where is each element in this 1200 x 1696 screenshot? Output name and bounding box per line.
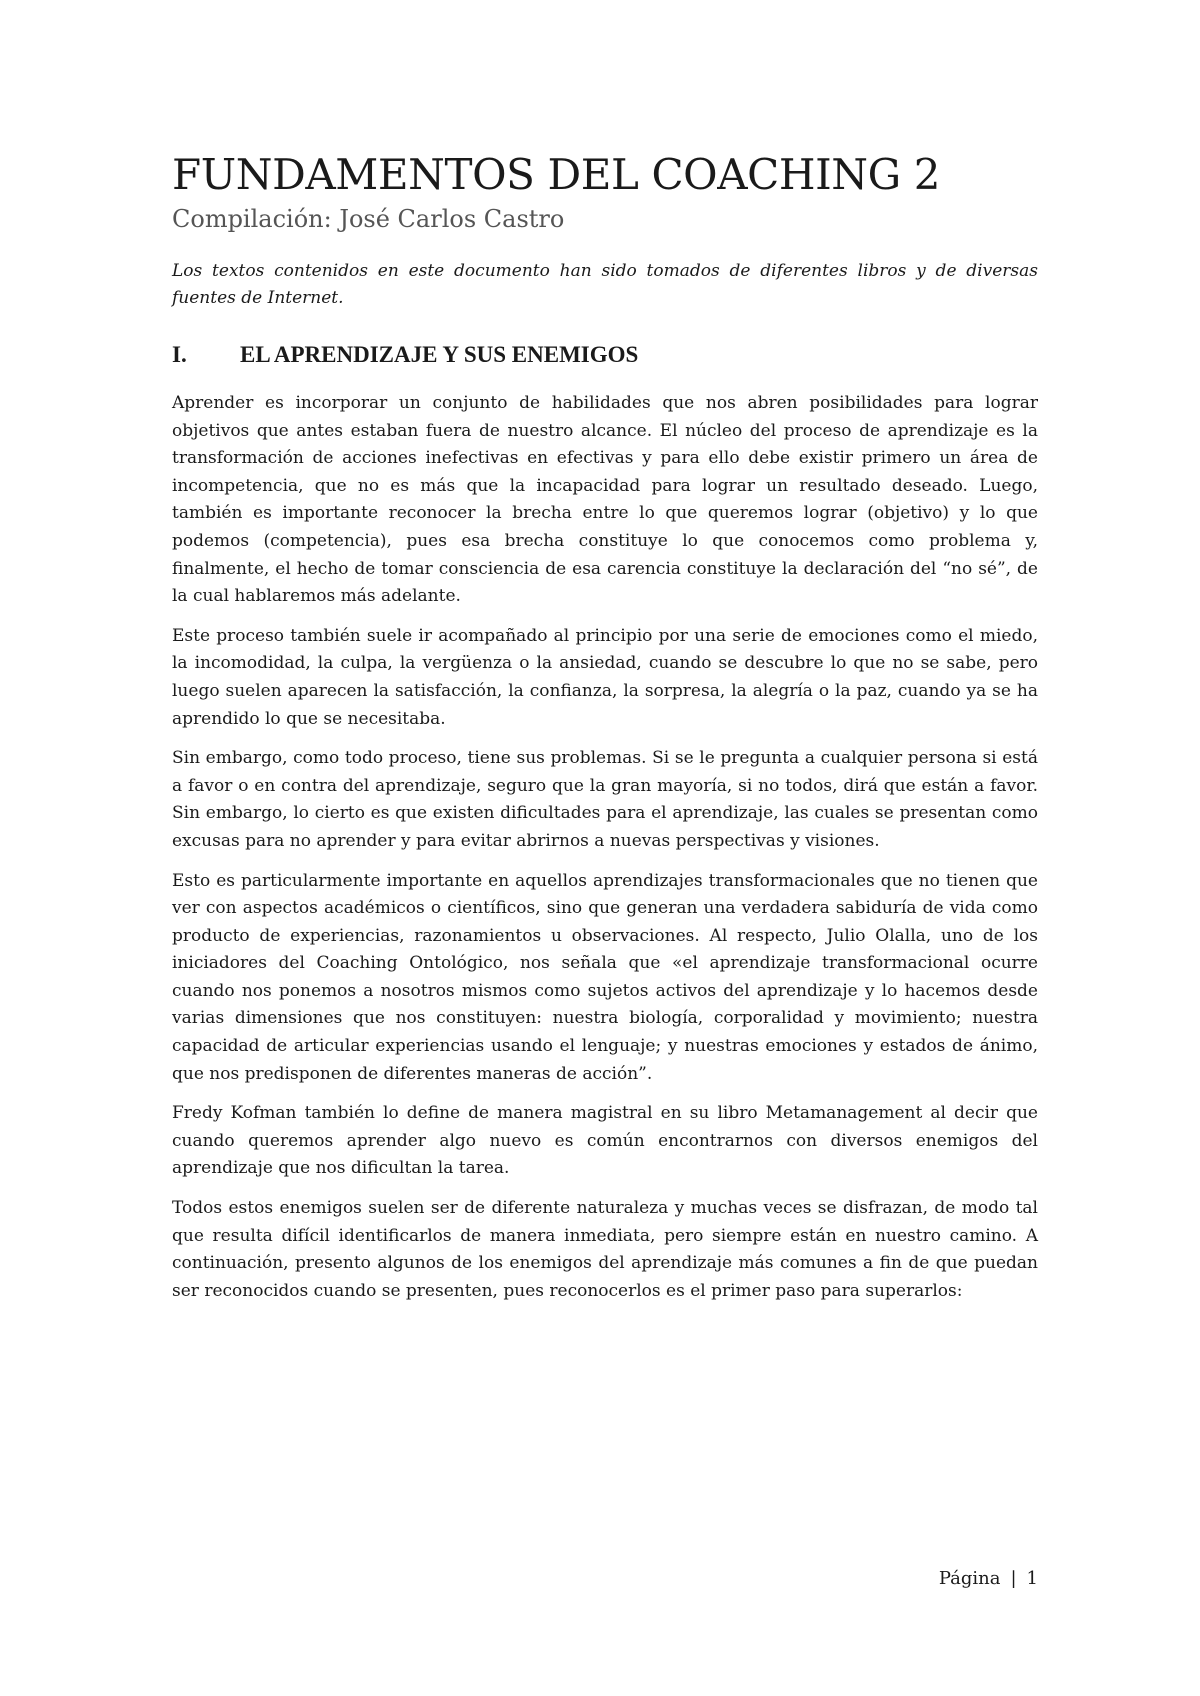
page-number: 1 [1026,1568,1038,1589]
page-label: Página [938,1568,1001,1589]
document-subtitle: Compilación: José Carlos Castro [172,205,565,233]
page-footer [939,1567,1038,1591]
paragraph-5: Fredy Kofman también lo define de manera magistral en su libro Metamanagement al decir que cuando queremos aprender algo nuevo es común encontrarnos con diversos enemigos del aprendizaje que nos dificultan la tarea. [172,1103,1038,1179]
paragraph-1: Aprender es incorporar un conjunto de habilidades que nos abren posibilidades para lograr objetivos que antes estaban fuera de nuestro alcance. El núcleo del proceso de aprendizaje es la transformación de acciones inefectivas en efectivas y para ello debe existir primero un área de incompetencia, que no es más que la incapacidad para lograr un resultado deseado. Luego, también es importante reconocer la brecha entre lo que queremos lograr (objetivo) y lo que podemos (competencia), pues esa brecha constituye lo que conocemos como problema y, finalmente, el hecho de tomar consciencia de esa carencia constituye la declaración del “no sé”, de la cual hablaremos más adelante. [172,393,1038,607]
page-content [172,150,1038,1305]
footer-separator: | [1010,1568,1017,1589]
paragraph-4: Esto es particularmente importante en aquellos aprendizajes transformacionales que no tienen que ver con aspectos académicos o científicos, sino que generan una verdadera sabiduría de vida como producto de experiencias, razonamientos u observaciones. Al respecto, Julio Olalla, uno de los iniciadores del Coaching Ontológico, nos señala que «el aprendizaje transformacional ocurre cuando nos ponemos a nosotros mismos como sujetos activos del aprendizaje y lo hacemos desde varias dimensiones que nos constituyen: nuestra biología, corporalidad y movimiento; nuestra capacidad de articular experiencias usando el lenguaje; y nuestras emociones y estados de ánimo, que nos predisponen de diferentes maneras de acción”. [172,870,1038,1084]
paragraph-3: Sin embargo, como todo proceso, tiene sus problemas. Si se le pregunta a cualquier persona si está a favor o en contra del aprendizaje, seguro que la gran mayoría, si no todos, dirá que están a favor. Sin embargo, lo cierto es que existen dificultades para el aprendizaje, las cuales se presentan como excusas para no aprender y para evitar abrirnos a nuevas perspectivas y visiones. [172,748,1038,851]
paragraph-6: Todos estos enemigos suelen ser de diferente naturaleza y muchas veces se disfrazan, de modo tal que resulta difícil identificarlos de manera inmediata, pero siempre están en nuestro camino. A continuación, presento algunos de los enemigos del aprendizaje más comunes a fin de que puedan ser reconocidos cuando se presenten, pues reconocerlos es el primer paso para superarlos: [172,1198,1038,1301]
document-title: FUNDAMENTOS DEL COACHING 2 [172,150,941,199]
intro-note: Los textos contenidos en este documento han sido tomados de diferentes libros y de diversas fuentes de Internet. [172,261,1038,308]
paragraph-2: Este proceso también suele ir acompañado al principio por una serie de emociones como el miedo, la incomodidad, la culpa, la vergüenza o la ansiedad, cuando se descubre lo que no se sabe, pero luego suelen aparecen la satisfacción, la confianza, la sorpresa, la alegría o la paz, cuando ya se ha aprendido lo que se necesitaba. [172,625,1038,729]
section-title: EL APRENDIZAJE Y SUS ENEMIGOS [240,342,639,367]
section-heading [172,340,1038,370]
section-number: I. [172,342,187,367]
